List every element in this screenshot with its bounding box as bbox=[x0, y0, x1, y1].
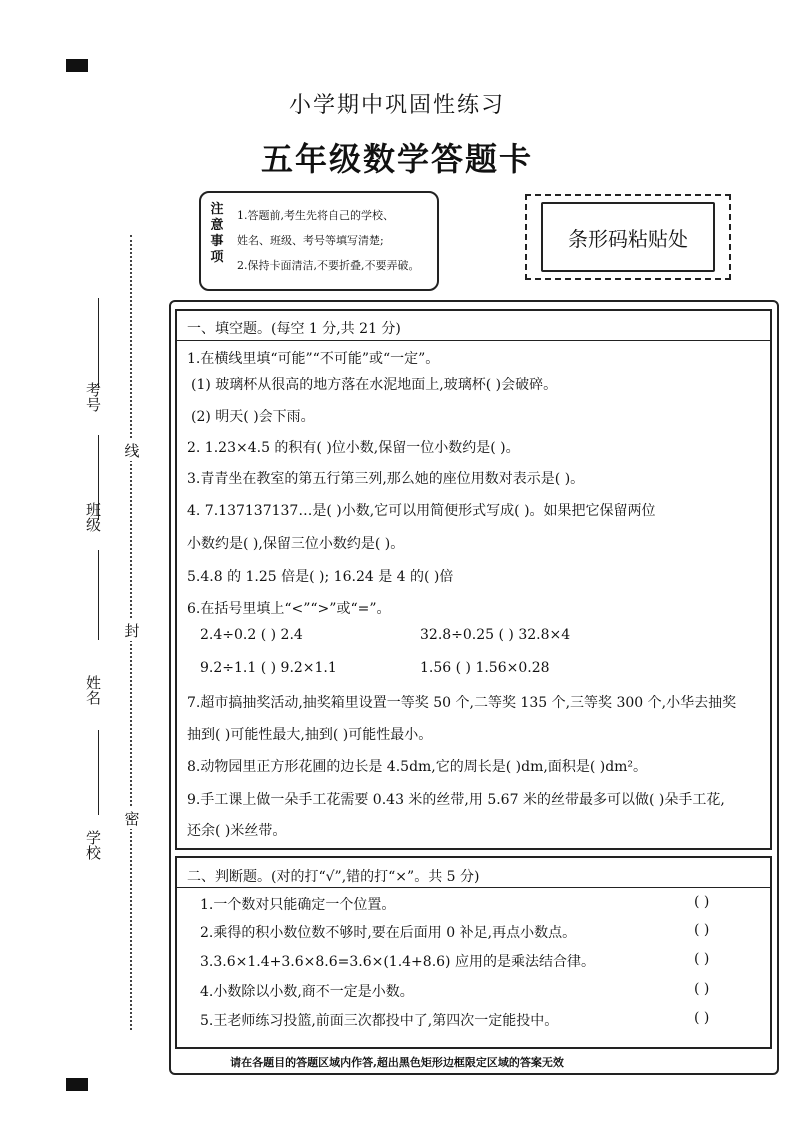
question-line[interactable]: 6.在括号里填上“<”“>”或“=”。 bbox=[187, 601, 391, 617]
school-field-line[interactable] bbox=[98, 730, 99, 815]
question-line[interactable]: 8.动物园里正方形花圃的边长是 4.5dm,它的周长是( )dm,面积是( )dm²。 bbox=[187, 759, 648, 775]
exam-no-field-line[interactable] bbox=[98, 298, 99, 388]
name-label: 姓名 bbox=[84, 675, 102, 705]
judge-item: 3.3.6×1.4+3.6×8.6=3.6×(1.4+8.6) 应用的是乘法结合律。 bbox=[200, 954, 595, 970]
section1-divider bbox=[177, 340, 770, 341]
barcode-label: 条形码粘贴处 bbox=[541, 202, 715, 272]
question-line[interactable]: (1) 玻璃杯从很高的地方落在水泥地面上,玻璃杯( )会破碎。 bbox=[191, 377, 558, 393]
notice-box bbox=[199, 191, 439, 291]
exam-title: 五年级数学答题卡 bbox=[260, 140, 533, 178]
question-line[interactable]: 2. 1.23×4.5 的积有( )位小数,保留一位小数约是( )。 bbox=[187, 440, 520, 456]
section1-heading: 一、填空题。(每空 1 分,共 21 分) bbox=[187, 321, 401, 337]
compare-item[interactable]: 1.56 ( ) 1.56×0.28 bbox=[420, 660, 550, 676]
exam-no-label: 考号 bbox=[84, 382, 102, 412]
compare-item[interactable]: 9.2÷1.1 ( ) 9.2×1.1 bbox=[200, 660, 337, 676]
school-label: 学校 bbox=[84, 830, 102, 860]
section2-heading: 二、判断题。(对的打“√”,错的打“×”。共 5 分) bbox=[187, 869, 480, 885]
seal-char-secret: 密 bbox=[124, 810, 140, 828]
alignment-mark-bottom bbox=[66, 1078, 88, 1091]
question-line[interactable]: 抽到( )可能性最大,抽到( )可能性最小。 bbox=[187, 727, 433, 743]
barcode-area bbox=[521, 188, 739, 288]
notice-lines bbox=[237, 203, 420, 278]
judge-item: 4.小数除以小数,商不一定是小数。 bbox=[200, 984, 414, 1000]
notice-label: 注意事项 bbox=[210, 202, 224, 265]
judge-answer-box[interactable]: ( ) bbox=[694, 894, 710, 910]
footer-note: 请在各题目的答题区域内作答,超出黑色矩形边框限定区域的答案无效 bbox=[230, 1056, 564, 1069]
question-line[interactable]: 5.4.8 的 1.25 倍是( ); 16.24 是 4 的( )倍 bbox=[187, 569, 454, 585]
notice-line: 1.答题前,考生先将自己的学校、 bbox=[237, 209, 394, 222]
exam-subtitle: 小学期中巩固性练习 bbox=[288, 93, 505, 118]
judge-answer-box[interactable]: ( ) bbox=[694, 1010, 710, 1026]
question-line[interactable]: 4. 7.137137137…是( )小数,它可以用简便形式写成( )。如果把它保留两位 bbox=[187, 503, 656, 519]
student-info-strip bbox=[70, 290, 150, 1050]
question-line[interactable]: 小数约是( ),保留三位小数约是( )。 bbox=[187, 536, 405, 552]
seal-char-line: 线 bbox=[124, 442, 140, 460]
section2-divider bbox=[177, 887, 770, 888]
question-line[interactable]: 1.在横线里填“可能”“不可能”或“一定”。 bbox=[187, 351, 440, 367]
name-field-line[interactable] bbox=[98, 550, 99, 640]
compare-item[interactable]: 32.8÷0.25 ( ) 32.8×4 bbox=[420, 627, 571, 643]
judge-item: 2.乘得的积小数位数不够时,要在后面用 0 补足,再点小数点。 bbox=[200, 925, 577, 941]
notice-line: 姓名、班级、考号等填写清楚; bbox=[237, 234, 384, 247]
judge-answer-box[interactable]: ( ) bbox=[694, 981, 710, 997]
compare-item[interactable]: 2.4÷0.2 ( ) 2.4 bbox=[200, 627, 303, 643]
alignment-mark-top bbox=[66, 59, 88, 72]
question-line[interactable]: (2) 明天( )会下雨。 bbox=[191, 409, 315, 425]
question-line[interactable]: 还余( )米丝带。 bbox=[187, 823, 287, 839]
judge-answer-box[interactable]: ( ) bbox=[694, 951, 710, 967]
question-line[interactable]: 9.手工课上做一朵手工花需要 0.43 米的丝带,用 5.67 米的丝带最多可以做( )朵手工花, bbox=[187, 792, 725, 808]
question-line[interactable]: 7.超市搞抽奖活动,抽奖箱里设置一等奖 50 个,二等奖 135 个,三等奖 300 个,小华去抽奖 bbox=[187, 695, 737, 711]
question-line[interactable]: 3.青青坐在教室的第五行第三列,那么她的座位用数对表示是( )。 bbox=[187, 471, 585, 487]
judge-item: 5.王老师练习投篮,前面三次都投中了,第四次一定能投中。 bbox=[200, 1013, 559, 1029]
judge-item: 1.一个数对只能确定一个位置。 bbox=[200, 897, 396, 913]
seal-char-seal: 封 bbox=[124, 622, 140, 640]
class-label: 班级 bbox=[84, 502, 102, 532]
notice-line: 2.保持卡面清洁,不要折叠,不要弄破。 bbox=[237, 259, 420, 272]
judge-answer-box[interactable]: ( ) bbox=[694, 922, 710, 938]
